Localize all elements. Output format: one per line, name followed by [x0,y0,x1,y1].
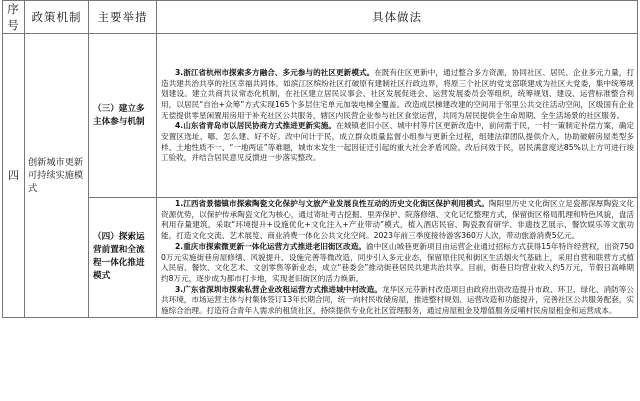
practice-item [161,199,634,242]
practice-item-title: 1.江西省景德镇市探索陶瓷文化保护与文旅产业发展良性互动的历史文化街区保护利用模式。 [175,199,489,208]
details-cell [157,34,638,198]
practice-item-text: 陶阳里历史文化街区立足瓷都深厚陶瓷文化资源优势，以保护传承陶瓷文化为核心，通过寄址考古挖掘、里弄保护、院落修缮、文化记忆整理方式，保留街区格局肌理和特色风貌，盘活利用存量建筑，采取“环境提升+设施优化+文化注入+产业带动”模式，植入酒店民宿、陶瓷教育研学、非遗技艺展示、餐饮娱乐等文旅功能，打造文化交流、艺术展览、商业消费一体化公共文化空间。2023年前三季度接待游客360万人次，带动旅游消费5亿元。 [161,199,634,241]
header-serial-no: 序号 [3,1,25,34]
practice-item [161,68,634,122]
header-policy-mechanism: 政策机制 [25,1,89,34]
practice-item-text: 龙华区元芬新村改造项目由政府出资改造提升市政、环卫、绿化、消防等公共环境，市场运营主体与村集体签订13年长期合同，统一向村民收储房屋，推进整村规划、运营改造和功能提升，完善社区公共服务配套，实施综合治理。打造符合青年人需求的租赁社区，持续提供专业化社区管理服务，通过房屋租金及增值服务反哺村民房屋租金和运营成本。 [161,284,634,316]
header-main-measures: 主要举措 [89,1,157,34]
practice-item-text: 在城镇老旧小区、城中村等片区更新改造中，前问需于民，一村一策制定补偿方案，确定安置区选址、哪、怎么建、好不好。改中问计于民，成立群众质量监督小组参与更新全过程，组建法律团队提供介入，协助破解房屋类型多样、土地性质不一、“一地两证”等难题，城市未发生一起因征迁引起的重大社会矛盾风险。改后问效于民，居民满意度达85%以上方可进行竣工验收，并结合居民意见反馈进一步落实整改。 [161,121,634,163]
practice-item [161,242,634,285]
practice-item [161,121,634,164]
table-header [3,1,638,34]
policy-table [2,0,638,318]
practice-item-title: 4.山东省青岛市以居民协商方式推进更新实施。 [175,121,337,131]
table-row [3,198,638,318]
practice-item [161,285,634,317]
practice-item-title: 3.广东省深圳市探索私营企业改租运营方式推进城中村改造。 [175,284,382,294]
details-cell [157,198,638,318]
practice-item-text: 渝中区山城巷更新项目由运营企业通过招标方式获得15年特许经营权，出资7500万元实施街巷房屋修缮、风貌提升、设施完善等微改造，同步引入多元业态，保留原住民和街区生活烟火气基础上，采用自营和联营方式植入民宿、餐饮、文化艺术、文创零售等新业态，成立“巷委会”推动街巷居民共建共治共享。目前，街巷日均营业收入约5万元，节假日高峰期约8万元，逐步成为都市打卡地，实现老旧街区的活力焕新。 [161,241,634,283]
practice-item-title: 3.浙江省杭州市探索多方融合、多元参与的社区更新模式。 [175,67,375,77]
header-row [3,1,638,34]
practice-item-title: 2.重庆市探索微更新一体化运营方式推进老旧街区改造。 [175,241,367,251]
measure-operation-first-integrated: （四）探索运营前置和全流程一体化推进模式 [89,198,157,318]
row-serial-no: 四 [3,34,25,318]
measure-multi-party-participation: （三）建立多主体参与机制 [89,34,157,198]
practice-item-text: 在既有住区更新中，通过整合多方资源，协同社区、居民、企业多元力量，打造共建共治共享的社区幸福共同体。如滨江区缤纷社区打破原有建制社区行政边界，将原三个社区的党支部联建成为社区大党委，集中统筹规划建设。建立共商共议常态化机制，在社区建立居民议事会、社区发展促进会、运营发展委员会等组织，统筹规划、建设、运营标准整合利用，以居民“自治+众筹”方式实现165个多层住宅单元加装电梯全覆盖。改造成层梯建改建的空间用于邻里公共交往活动空间，区级国有企业无偿提供零星闲置用房用于补充社区公共服务，辖区内民营企业参与社区食堂运营，共同为居民提供全生命周期、全生活场景的社区服务。 [161,67,634,120]
header-specific-practices: 具体做法 [157,1,638,34]
row-policy-mechanism: 创新城市更新可持续实施模式 [25,34,89,318]
table-row [3,34,638,198]
table-body [3,34,638,318]
